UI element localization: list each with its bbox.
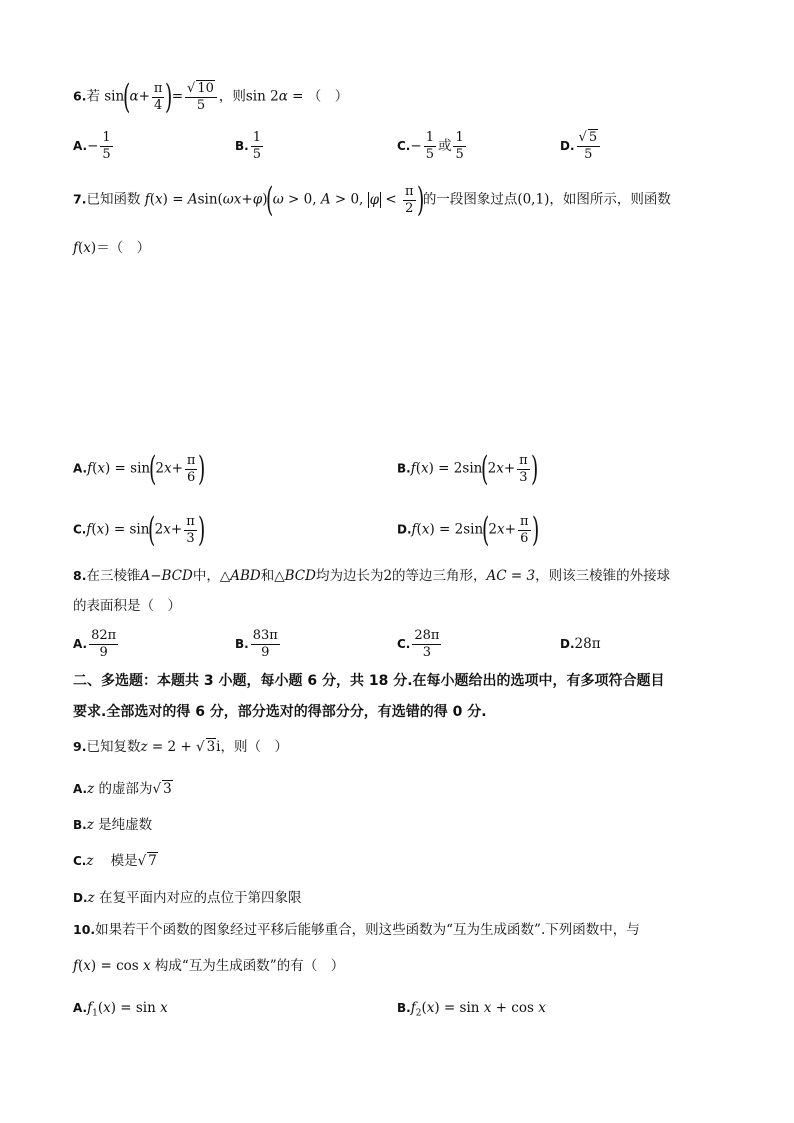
question-8: 8.在三棱锥A−BCD中，△ABD和△BCD均为边长为2的等边三角形，AC = 3，则该三棱锥的外接球 bbox=[73, 568, 671, 584]
q10-option-a[interactable]: $A.f_1(x) = \sin x$ bbox=[73, 1000, 168, 1019]
question-10: 10.如果若干个函数的图象经过平移后能够重合，则这些函数为“互为生成函数”.下列函数中，与 bbox=[73, 922, 640, 938]
question-7: 7.已知函数 f(x) = Asin(ωx+φ)(ω > 0, A > 0, φ < $\frac{\pi}{2}$ )的一段图象过点(0,1)，如图所示，则函数 bbox=[73, 180, 671, 220]
question-8-line-2: 的表面积是（ ） bbox=[73, 598, 181, 614]
section-header-line-1: 二、多选题：本题共 3 小题，每小题 6 分，共 18 分.在每小题给出的选项中，有多项符合题目 bbox=[73, 673, 665, 689]
q9-option-b[interactable]: B.z 是纯虚数 bbox=[73, 817, 153, 833]
section-header-line-2: 要求.全部选对的得 6 分，部分选对的得部分分，有选错的得 0 分. bbox=[73, 704, 487, 720]
question-9: 9.已知复数z = 2 + √ 3i，则（ ） bbox=[73, 739, 288, 755]
q6-option-a[interactable]: A.− $\frac{1}{5}$ bbox=[73, 130, 111, 162]
question-10-line-2: f(x) = cos x 构成“互为生成函数”的有（ ） bbox=[73, 958, 345, 974]
q8-option-b[interactable]: B. $\frac{83\pi}{9}$ bbox=[235, 628, 278, 660]
q6-option-d[interactable]: D. $\frac{√ 5}{5}$ bbox=[560, 130, 602, 163]
q9-option-c[interactable]: C.z 模是√ 7 bbox=[73, 853, 157, 869]
q9-option-a[interactable]: A.z 的虚部为√ 3 bbox=[73, 781, 172, 797]
q8-option-c[interactable]: C. $\frac{28\pi}{3}$ bbox=[397, 628, 440, 660]
q7-option-a[interactable]: A.f(x) = sin(2x+ $\frac{\pi}{6}$ ) bbox=[73, 449, 206, 489]
question-7-line-2: f(x)＝（ ） bbox=[73, 240, 151, 256]
question-6: 6.若 sin(α+ $\frac{\pi}{4}$ )= $\frac{√ 10}{5}$ ，则sin 2α = （ ） bbox=[73, 77, 349, 117]
q7-option-c[interactable]: C.f(x) = sin(2x+ $\frac{\pi}{3}$ ) bbox=[73, 510, 206, 550]
q6-option-c[interactable]: C.− $\frac{1}{5}$ 或 $\frac{1}{5}$ bbox=[397, 130, 464, 162]
q9-option-d[interactable]: D.z 在复平面内对应的点位于第四象限 bbox=[73, 890, 302, 906]
q8-option-d[interactable]: D.28π bbox=[560, 636, 601, 652]
q10-option-b[interactable]: $B.f_2(x) = \sin x + \cos x$ bbox=[397, 1000, 546, 1019]
q8-option-a[interactable]: A. $\frac{82\pi}{9}$ bbox=[73, 628, 117, 660]
q6-lead: 若 bbox=[86, 88, 100, 105]
q7-option-d[interactable]: D.f(x) = 2sin(2x+ $\frac{\pi}{6}$ ) bbox=[397, 510, 539, 550]
q7-option-b[interactable]: B.f(x) = 2sin(2x+ $\frac{\pi}{3}$ ) bbox=[397, 449, 538, 489]
q6-option-b[interactable]: B. $\frac{1}{5}$ bbox=[235, 130, 261, 162]
